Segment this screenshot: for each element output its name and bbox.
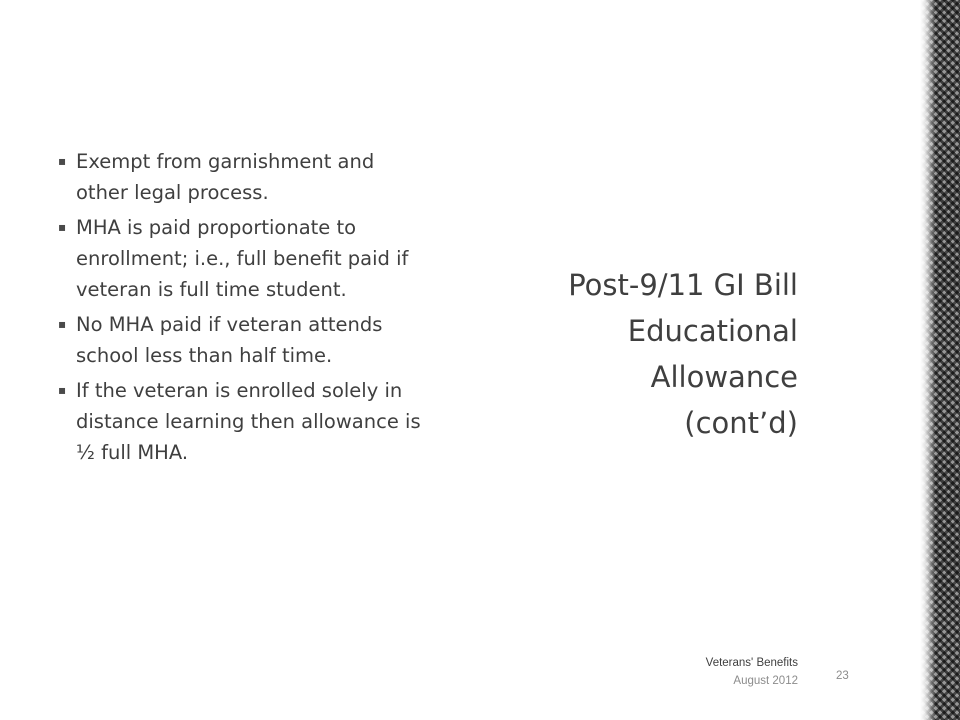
bullet-item xyxy=(58,212,430,305)
square-bullet-icon: ▪ xyxy=(58,154,67,168)
slide-title xyxy=(498,262,798,446)
bullet-item xyxy=(58,146,430,208)
bullet-text: MHA is paid proportionate to enrollment; i.e., full benefit paid if veteran is full time student. xyxy=(76,216,409,301)
footer-date: August 2012 xyxy=(733,675,798,687)
decorative-side-strip xyxy=(920,0,960,720)
square-bullet-icon: ▪ xyxy=(58,317,67,331)
title-line: Educational xyxy=(627,314,798,348)
title-line: Allowance xyxy=(650,360,798,394)
title-line: (cont’d) xyxy=(684,406,798,440)
bullet-item xyxy=(58,309,430,371)
square-bullet-icon: ▪ xyxy=(58,383,67,397)
bullet-text: Exempt from garnishment and other legal process. xyxy=(76,150,375,204)
slide-footer xyxy=(706,654,798,690)
bullet-text: If the veteran is enrolled solely in distance learning then allowance is ½ full MHA. xyxy=(76,379,421,464)
square-bullet-icon: ▪ xyxy=(58,220,67,234)
bullet-list xyxy=(58,146,430,472)
slide-number: 23 xyxy=(836,670,849,682)
bullet-text: No MHA paid if veteran attends school less than half time. xyxy=(76,313,383,367)
title-line: Post-9/11 GI Bill xyxy=(568,268,798,302)
bullet-item xyxy=(58,375,430,468)
footer-presentation-title: Veterans' Benefits xyxy=(705,657,798,669)
